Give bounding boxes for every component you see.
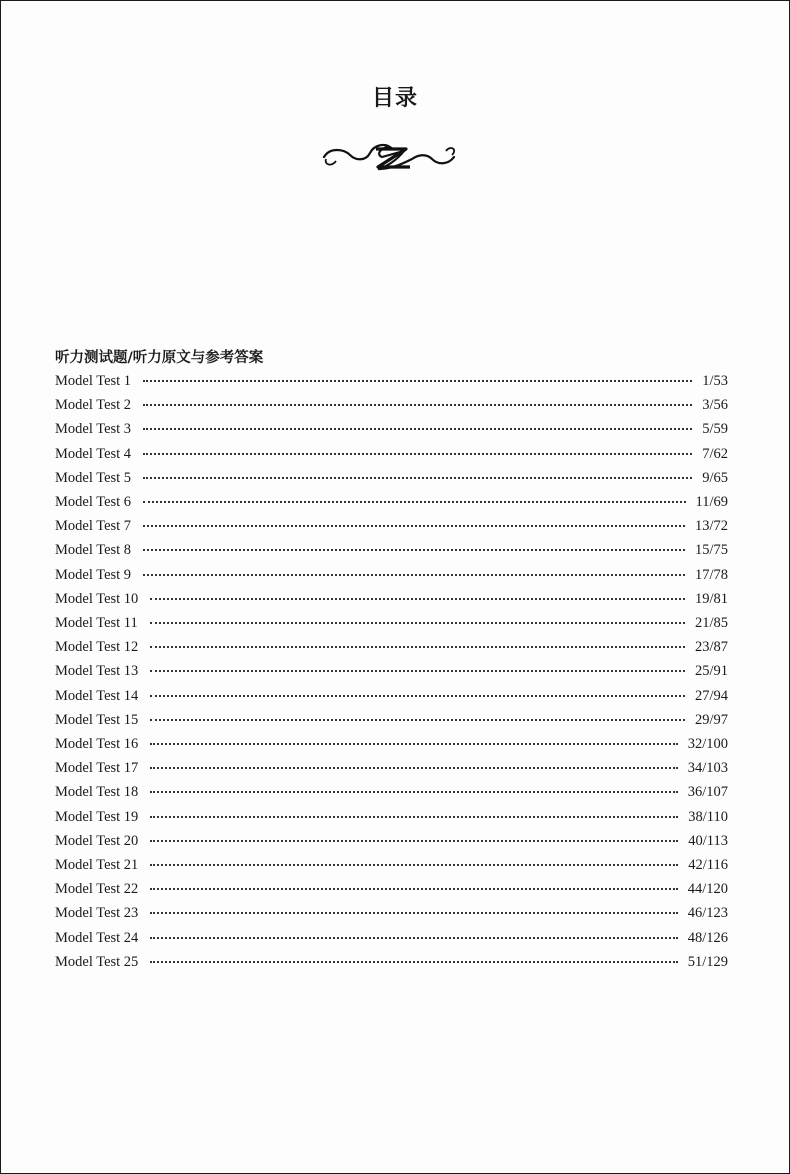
toc-entry	[1, 639, 789, 663]
toc-entry-label: Model Test 13	[55, 663, 139, 680]
toc-entry-label: Model Test 19	[55, 808, 139, 825]
toc-entry-label: Model Test 9	[55, 566, 132, 583]
toc-entry-page: 46/123	[687, 905, 728, 922]
toc-entry-page: 44/120	[687, 881, 728, 898]
toc-leader-dots	[150, 646, 685, 648]
toc-entry-page: 40/113	[688, 832, 728, 849]
toc-entry-page: 36/107	[687, 784, 728, 801]
toc-entry-page: 13/72	[694, 518, 728, 535]
toc-leader-dots	[143, 453, 692, 455]
toc-leader-dots	[150, 816, 678, 818]
toc-entry-label: Model Test 22	[55, 881, 139, 898]
toc-entry-page: 17/78	[694, 566, 728, 583]
flourish-ornament-icon	[320, 137, 460, 177]
toc-leader-dots	[150, 888, 677, 890]
toc-entry	[1, 930, 789, 954]
toc-entry-page: 51/129	[687, 953, 728, 970]
toc-entry-page: 5/59	[702, 421, 728, 438]
toc-entry-label: Model Test 25	[55, 953, 139, 970]
toc-entry-label: Model Test 2	[55, 397, 132, 414]
toc-entry-label: Model Test 6	[55, 494, 132, 510]
toc-entry	[1, 784, 789, 808]
toc-entry-label: Model Test 4	[55, 445, 132, 462]
toc-entry-page: 19/81	[694, 590, 728, 607]
toc-entry-label: Model Test 8	[55, 542, 132, 559]
toc-leader-dots	[150, 937, 677, 939]
toc-entry	[1, 373, 789, 397]
toc-leader-dots	[150, 598, 685, 600]
toc-entry-label: Model Test 7	[55, 518, 132, 535]
toc-leader-dots	[150, 622, 685, 624]
toc-entry	[1, 421, 789, 445]
toc-entry-page: 1/53	[702, 373, 728, 389]
toc-entry-page: 9/65	[702, 469, 728, 486]
toc-entry-page: 38/110	[688, 808, 728, 825]
toc-entry-page: 21/85	[694, 615, 728, 631]
toc-entry	[1, 615, 789, 639]
toc-leader-dots	[143, 549, 685, 551]
toc-leader-dots	[150, 719, 685, 721]
toc-entry-label: Model Test 20	[55, 832, 139, 849]
toc-entry	[1, 494, 789, 518]
toc-entry	[1, 397, 789, 421]
toc-entry-page: 29/97	[694, 711, 728, 728]
toc-entry-label: Model Test 3	[55, 421, 132, 438]
toc-leader-dots	[150, 912, 677, 914]
toc-leader-dots	[143, 525, 685, 527]
toc-leader-dots	[150, 791, 677, 793]
toc-entry-label: Model Test 17	[55, 760, 139, 777]
toc-entry-label: Model Test 23	[55, 905, 139, 922]
toc-entry	[1, 881, 789, 905]
toc-entry-label: Model Test 18	[55, 784, 139, 801]
toc-entry-page: 27/94	[694, 687, 728, 704]
toc-entry	[1, 809, 789, 833]
toc-entry-label: Model Test 5	[55, 469, 132, 486]
toc-leader-dots	[150, 864, 678, 866]
toc-leader-dots	[150, 743, 677, 745]
toc-leader-dots	[150, 670, 685, 672]
section-heading: 听力测试题/听力原文与参考答案	[55, 350, 264, 366]
toc-entry-label: Model Test 15	[55, 711, 139, 728]
toc-leader-dots	[143, 574, 685, 576]
toc-entry-label: Model Test 16	[55, 736, 139, 752]
toc-entry-label: Model Test 24	[55, 929, 139, 946]
toc-entry	[1, 736, 789, 760]
toc-entry-label: Model Test 1	[55, 373, 132, 389]
toc-entry	[1, 542, 789, 566]
toc-entry	[1, 567, 789, 591]
toc-entry-label: Model Test 11	[55, 615, 138, 631]
toc-entry-page: 11/69	[695, 494, 728, 510]
toc-leader-dots	[150, 961, 677, 963]
toc-entry	[1, 470, 789, 494]
toc-entry	[1, 518, 789, 542]
toc-entry-page: 25/91	[694, 663, 728, 680]
toc-leader-dots	[143, 477, 692, 479]
toc-entry-page: 34/103	[687, 760, 728, 777]
toc-entry	[1, 833, 789, 857]
toc-entry	[1, 446, 789, 470]
toc-leader-dots	[150, 840, 678, 842]
toc-entry-label: Model Test 12	[55, 639, 139, 656]
toc-entry-page: 15/75	[694, 542, 728, 559]
toc-entry	[1, 712, 789, 736]
toc-entry-page: 3/56	[702, 397, 728, 414]
toc-entry-label: Model Test 14	[55, 687, 139, 704]
toc-entry	[1, 688, 789, 712]
toc-entry	[1, 663, 789, 687]
toc-entry-page: 32/100	[687, 736, 728, 752]
toc-leader-dots	[143, 404, 692, 406]
page-title: 目录	[371, 86, 418, 111]
toc-entry-page: 42/116	[688, 857, 728, 873]
toc-leader-dots	[143, 428, 692, 430]
toc-leader-dots	[150, 695, 685, 697]
toc-entry-label: Model Test 21	[55, 857, 139, 873]
toc-entry	[1, 760, 789, 784]
toc-entry	[1, 857, 789, 881]
toc-entry	[1, 954, 789, 978]
toc-entry	[1, 905, 789, 929]
toc-entry-label: Model Test 10	[55, 590, 139, 607]
toc-leader-dots	[143, 380, 692, 382]
toc-leader-dots	[143, 501, 685, 503]
toc-entry-page: 23/87	[694, 639, 728, 656]
toc-entry-page: 7/62	[702, 445, 728, 462]
toc-entry-page: 48/126	[687, 929, 728, 946]
toc-entry	[1, 591, 789, 615]
toc-leader-dots	[150, 767, 677, 769]
